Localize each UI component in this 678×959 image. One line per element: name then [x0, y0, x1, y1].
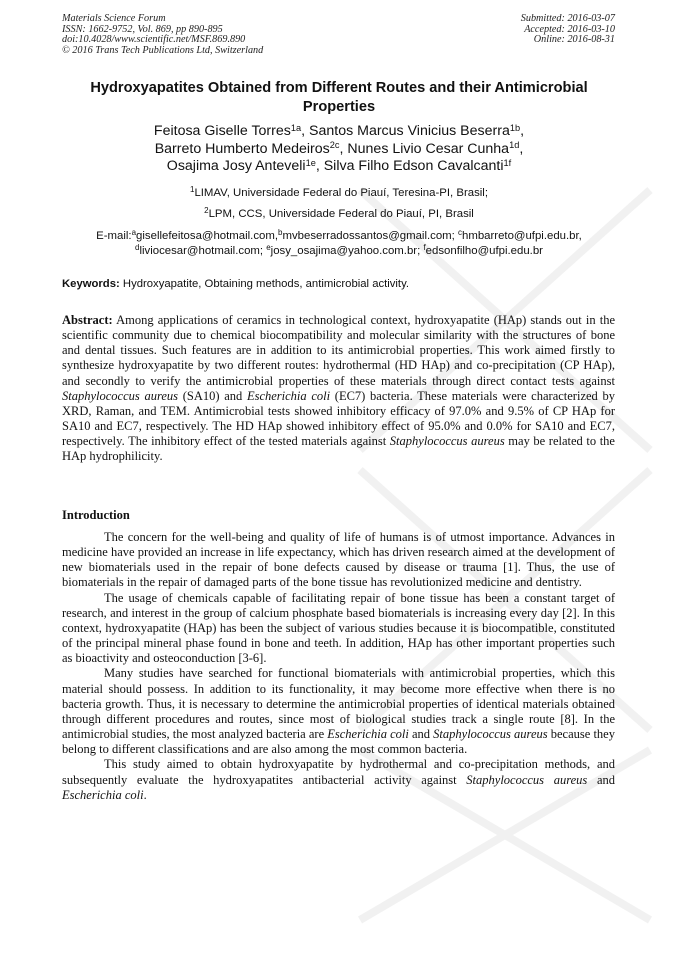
author-name: Silva Filho Edson Cavalcanti [323, 158, 504, 174]
author-name: Nunes Livio Cesar Cunha [347, 140, 510, 157]
email-link[interactable]: mvbeserradossantos@gmail.com; [282, 230, 455, 242]
issn-line: ISSN: 1662-9752, Vol. 869, pp 890-895 [62, 23, 223, 35]
keywords [62, 277, 616, 291]
paragraph: This study aimed to obtain hydroxyapatite by hydrothermal and co-precipitation methods, and subsequently evaluate the hydroxyapatites antibacterial activity against Staphylococcus aureus and Escherichia coli. [62, 757, 615, 802]
abstract: Abstract: Among applications of ceramics in technological context, hydroxyapatite (HAp) stands out in the scientific community due to chemical biocompatibility and molecular similarity with the structures of bone and dental tissues. Such features are in addition to its antimicrobial properties. This work aimed firstly to synthesize hydroxyapatite by two different routes: hydrothermal (HD HAp) and co-precipitation (CP HAp), and secondly to verify the antimicrobial properties of these materials through direct contact tests against Staphylococcus aureus (SA10) and Escherichia coli (EC7) bacteria. These materials were characterized by XRD, Raman, and TEM. Antimicrobial tests showed inhibitory efficacy of 97.0% and 9.5% of CP HAp for SA10 and EC7, respectively. The HD HAp showed inhibitory effect of 95.0% and 0.0% for SA10 and EC7, respectively. The inhibitory effect of the tested materials against Staphylococcus aureus may be related to the HAp hydrophilicity. [62, 313, 615, 464]
email-link[interactable]: hmbarreto@ufpi.edu.br, [462, 230, 582, 242]
abstract-label: Abstract: [62, 313, 113, 327]
paragraph: Many studies have searched for functional biomaterials with antimicrobial properties, which this material should possess. In addition to its functionality, it may become more effective when there is no bacteria growth. Thus, it is necessary to determine the antimicrobial properties of identical materials obtained through different procedures and routes, since most of biological studies track a single route [8]. In the antimicrobial studies, the most analyzed bacteria are Escherichia coli and Staphylococcus aureus because they belong to different classifications and are also among the most common bacteria. [62, 666, 615, 757]
journal-name: Materials Science Forum [62, 13, 166, 24]
accepted-date: Accepted: 2016-03-10 [524, 23, 615, 35]
paragraph: The concern for the well-being and quality of life of humans is of utmost importance. Advances in medicine have provided an increase in life expectancy, which has driven research aimed at the development of new biomaterials used in the repair of bone defects caused by disease or trauma [1]. Thus, the use of biomaterials in the repair of damaged parts of the bone tissue has revolutionized medicine and dentistry. [62, 530, 615, 590]
introduction-body [62, 530, 615, 803]
online-date: Online: 2016-08-31 [533, 34, 615, 46]
submitted-date: Submitted: 2016-03-07 [520, 13, 615, 24]
affiliation-1: $^1$LIMAV, Universidade Federal do Piauí, Teresina-PI, Brasil; [190, 185, 488, 199]
submission-dates [521, 14, 615, 46]
email-link[interactable]: josy_osajima@yahoo.com.br; [270, 245, 421, 257]
keywords-label: Keywords: [62, 278, 120, 290]
keywords-text: Hydroxyapatite, Obtaining methods, antimicrobial activity. [122, 278, 410, 290]
email-list: E-mail:$^a$gisellefeitosa@hotmail.com,$^b$mvbeserradossantos@gmail.com; $^c$hmbarreto@ufpi.edu.br, $^d$liviocesar@hotmail.com; $^e$josy_osajima@yahoo.com.br; $^f$edsonfilho@ufpi.edu.br [96, 228, 582, 257]
affiliation-2: $^2$LPM, CCS, Universidade Federal do Piauí, PI, Brasil [204, 206, 474, 220]
doi-line: doi:10.4028/www.scientific.net/MSF.869.890 [62, 34, 246, 46]
email-link[interactable]: liviocesar@hotmail.com; [139, 245, 264, 257]
email-link[interactable]: gisellefeitosa@hotmail.com, [136, 230, 279, 242]
author-name: Barreto Humberto Medeiros [154, 140, 330, 157]
email-link[interactable]: edsonfilho@ufpi.edu.br [425, 245, 543, 257]
introduction-heading: Introduction [62, 508, 130, 522]
paper-title: Hydroxyapatites Obtained from Different Routes and their Antimicrobial Properties [90, 80, 588, 115]
author-list: Feitosa Giselle Torres$^{1a}$, Santos Marcus Vinicius Beserra$^{1b}$, Barreto Humberto Medeiros$^{2c}$, Nunes Livio Cesar Cunha$^{1d}$, Osajima Josy Anteveli$^{1e}$, Silva Filho Edson Cavalcanti$^{1f}$ [153, 122, 525, 174]
author-name: Osajima Josy Anteveli [166, 158, 306, 174]
journal-info [62, 14, 263, 56]
copyright-line: © 2016 Trans Tech Publications Ltd, Switzerland [62, 44, 264, 56]
author-name: Feitosa Giselle Torres [153, 123, 291, 139]
author-name: Santos Marcus Vinicius Beserra [309, 123, 510, 139]
paragraph: The usage of chemicals capable of facilitating repair of bone tissue has been a constant target of research, and interest in the group of calcium phosphate based biomaterials is increasing every day [2]. In this context, hydroxyapatite (HAp) has been the subject of various studies because it is biocompatible, constituted of the principal mineral phase found in bone and teeth. In addition, HAp has other important properties such as bioactivity and osteoconduction [3-6]. [62, 590, 615, 666]
